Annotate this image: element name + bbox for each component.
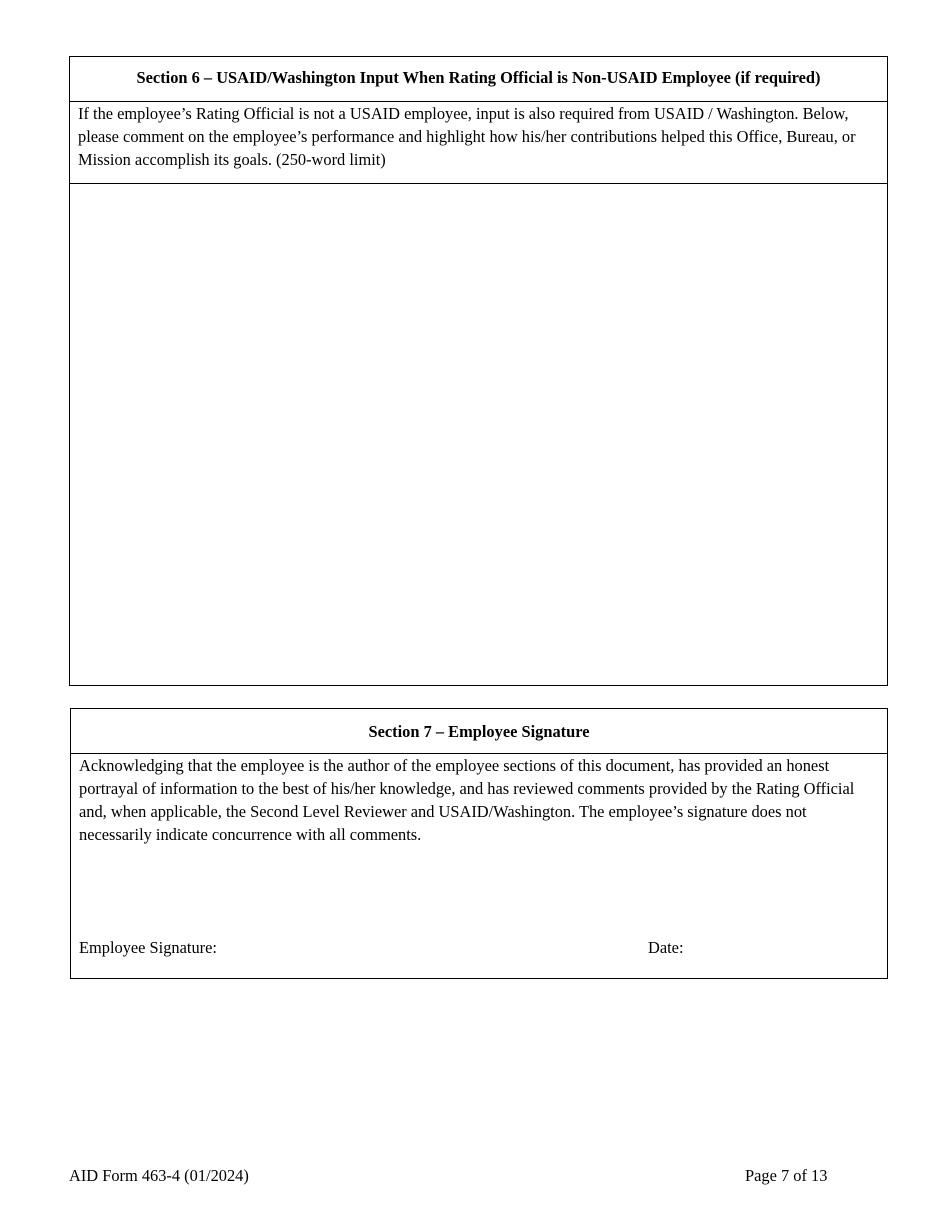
section-6-box — [69, 56, 888, 686]
employee-signature-field[interactable]: Employee Signature: — [79, 938, 217, 957]
section-7-instructions: Acknowledging that the employee is the author of the employee sections of this document, has provided an honest portrayal of information to the best of his/her knowledge, and has reviewed comments provided by the Rating Official and, when applicable, the Second Level Reviewer and USAID/Washington. The employee’s signature does not necessarily indicate concurrence with all comments. — [79, 756, 855, 844]
page-number: Page 7 of 13 — [745, 1166, 828, 1185]
section-6-title: Section 6 – USAID/Washington Input When Rating Official is Non-USAID Employee (if required) — [70, 57, 887, 102]
section-7-box — [70, 708, 888, 979]
section-6-response-field[interactable] — [70, 184, 887, 685]
section-6-instructions: If the employee’s Rating Official is not a USAID employee, input is also required from USAID / Washington. Below, please comment on the employee’s performance and highlight how his/her contributions helped this Office, Bureau, or Mission accomplish its goals. (250-word limit) — [70, 102, 887, 184]
form-identifier: AID Form 463-4 (01/2024) — [69, 1166, 249, 1185]
section-7-title: Section 7 – Employee Signature — [71, 709, 887, 754]
date-field[interactable]: Date: — [648, 938, 684, 957]
